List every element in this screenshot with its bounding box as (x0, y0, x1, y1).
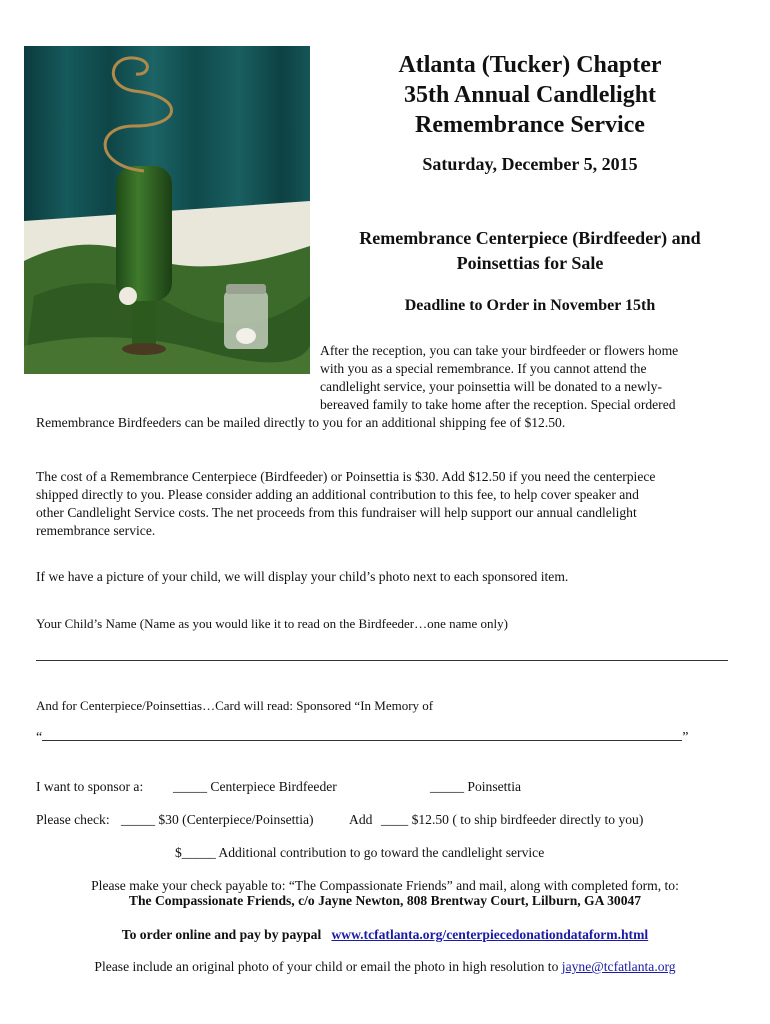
text-line: bereaved family to take home after the reception. Special ordered (320, 397, 676, 412)
online-order-line (0, 927, 770, 943)
photo-instructions (0, 959, 770, 975)
centerpiece-photo (24, 46, 310, 374)
text-line: remembrance service. (36, 523, 156, 538)
deadline-heading: Deadline to Order in November 15th (404, 297, 656, 314)
event-date: Saturday, December 5, 2015 (422, 154, 638, 174)
sale-heading-line: Poinsettias for Sale (456, 253, 604, 273)
contribution-field[interactable]: $_____ Additional contribution to go toward the candlelight service (175, 845, 545, 860)
title-line: Atlanta (Tucker) Chapter (398, 52, 662, 78)
text-line: other Candlelight Service costs. The net proceeds from this fundraiser will help support our annual candlelight (36, 505, 637, 520)
photo-paragraph: If we have a picture of your child, we will display your child’s photo next to each sponsored item. (36, 569, 569, 584)
intro-paragraph-end: Remembrance Birdfeeders can be mailed directly to you for an additional shipping fee of $12.50. (36, 415, 566, 430)
cost-paragraph (36, 468, 736, 540)
text-line: with you as a special remembrance. If you cannot attend the (320, 361, 647, 376)
payable-instructions: Please make your check payable to: “The Compassionate Friends” and mail, along with completed form, to: (91, 878, 679, 893)
sponsor-label: I want to sponsor a: (36, 779, 144, 794)
check-shipping-option[interactable]: ____ $12.50 ( to ship birdfeeder directly to you) (381, 812, 644, 827)
text-line: shipped directly to you. Please consider adding an additional contribution to this fee, to help cover speaker and (36, 487, 639, 502)
page-title (330, 50, 730, 140)
text-line: After the reception, you can take your birdfeeder or flowers home (320, 343, 679, 358)
sale-heading-line: Remembrance Centerpiece (Birdfeeder) and (359, 228, 701, 248)
email-link[interactable]: jayne@tcfatlanta.org (561, 959, 676, 974)
open-quote: “ (36, 730, 43, 745)
memory-line (36, 728, 736, 746)
text-line: candlelight service, your poinsettia will be donated to a newly- (320, 379, 663, 394)
intro-paragraph (320, 342, 730, 414)
title-line: Remembrance Service (415, 112, 645, 138)
sale-heading (330, 226, 730, 276)
memory-name-field[interactable] (42, 728, 682, 741)
check-add-label: Add (349, 812, 373, 827)
child-name-field[interactable] (36, 660, 728, 661)
check-30-option[interactable]: _____ $30 (Centerpiece/Poinsettia) (121, 812, 314, 827)
child-name-label: Your Child’s Name (Name as you would like it to read on the Birdfeeder…one name only) (36, 616, 508, 631)
sponsor-poinsettia-option[interactable]: _____ Poinsettia (430, 779, 522, 794)
check-label: Please check: (36, 812, 110, 827)
photo-instructions-text: Please include an original photo of your child or email the photo in high resolution to (94, 959, 559, 974)
online-order-label: To order online and pay by paypal (121, 927, 322, 942)
card-label: And for Centerpiece/Poinsettias…Card will read: Sponsored “In Memory of (36, 698, 434, 713)
title-line: 35th Annual Candlelight (403, 82, 657, 108)
sponsor-birdfeeder-option[interactable]: _____ Centerpiece Birdfeeder (173, 779, 337, 794)
close-quote: ” (682, 730, 689, 745)
text-line: The cost of a Remembrance Centerpiece (Birdfeeder) or Poinsettia is $30. Add $12.50 if you need the centerpiece (36, 469, 656, 484)
mailing-address: The Compassionate Friends, c/o Jayne Newton, 808 Brentway Court, Lilburn, GA 30047 (128, 893, 642, 908)
online-order-link[interactable]: www.tcfatlanta.org/centerpiecedonationdataform.html (331, 927, 649, 942)
